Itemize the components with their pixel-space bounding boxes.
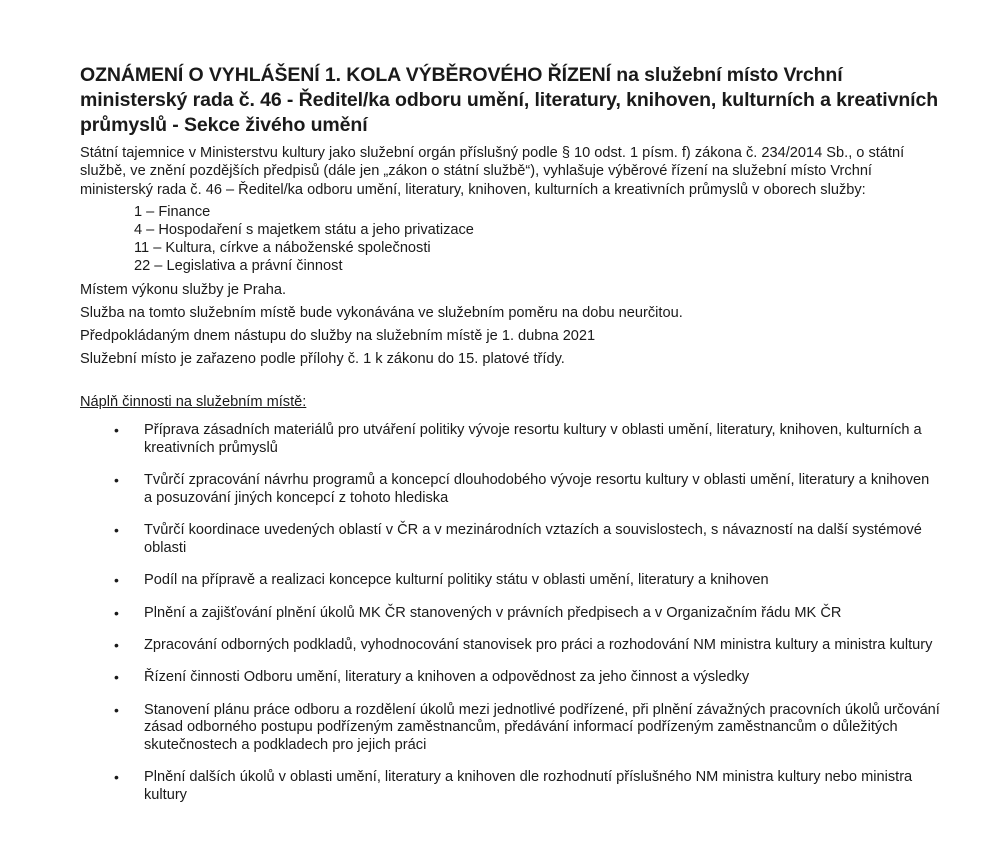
duty-text: Zpracování odborných podkladů, vyhodnocování stanovisek pro práci a rozhodování NM ministra kultury a ministra kultury bbox=[144, 636, 933, 653]
duty-item bbox=[80, 572, 940, 590]
duty-item bbox=[80, 702, 940, 755]
duty-text: Plnění a zajišťování plnění úkolů MK ČR stanovených v právních předpisech a v Organizačním řádu MK ČR bbox=[144, 604, 842, 621]
announcement-title: OZNÁMENÍ O VYHLÁŠENÍ 1. KOLA VÝBĚROVÉHO ŘÍZENÍ na služební místo Vrchní ministerský rada č. 46 - Ředitel/ka odboru umění, literatury, knihoven, kulturních a kreativních průmyslů - Sekce živého umění bbox=[80, 64, 939, 136]
duty-text: Stanovení plánu práce odboru a rozdělení úkolů mezi jednotlivé podřízené, při plnění závažných pracovních úkolů určování zásad odborného postupu podřízeným zaměstnancům, předávání informací podřízeným zaměstnancům o důležitých skutečnostech a podkladech pro jejich práci bbox=[144, 701, 940, 753]
service-fields-list bbox=[80, 203, 940, 275]
bullet-icon: • bbox=[114, 604, 119, 621]
start-date: Předpokládaným dnem nástupu do služby na služebním místě je 1. dubna 2021 bbox=[80, 328, 596, 345]
bullet-icon: • bbox=[114, 769, 119, 786]
duty-item bbox=[80, 522, 940, 557]
duties-heading: Náplň činnosti na služebním místě: bbox=[80, 394, 307, 411]
bullet-icon: • bbox=[114, 701, 119, 718]
duty-text: Tvůrčí koordinace uvedených oblastí v ČR a v mezinárodních vztazích a souvislostech, s návazností na další systémové oblasti bbox=[144, 522, 922, 556]
duties-list bbox=[80, 422, 940, 804]
employment-type: Služba na tomto služebním místě bude vykonávána ve služebním poměru na dobu neurčitou. bbox=[80, 305, 683, 322]
duty-text: Příprava zásadních materiálů pro utváření politiky vývoje resortu kultury v oblasti umění, literatury, knihoven, kulturních a kreativních průmyslů bbox=[144, 422, 922, 456]
duty-item bbox=[80, 637, 940, 655]
bullet-icon: • bbox=[114, 422, 119, 439]
service-field-item: 22 – Legislativa a právní činnost bbox=[134, 258, 343, 275]
service-field-item: 11 – Kultura, církve a náboženské společnosti bbox=[134, 240, 431, 257]
place-of-service: Místem výkonu služby je Praha. bbox=[80, 282, 287, 299]
bullet-icon: • bbox=[114, 522, 119, 539]
duty-item bbox=[80, 422, 940, 457]
service-field-item: 1 – Finance bbox=[134, 204, 211, 221]
bullet-icon: • bbox=[114, 572, 119, 589]
bullet-icon: • bbox=[114, 472, 119, 489]
bullet-icon: • bbox=[114, 669, 119, 686]
duty-item bbox=[80, 472, 940, 507]
service-field-item: 4 – Hospodaření s majetkem státu a jeho privatizace bbox=[134, 222, 474, 239]
duty-text: Podíl na přípravě a realizaci koncepce kulturní politiky státu v oblasti umění, literatury a knihoven bbox=[144, 572, 769, 589]
duty-item bbox=[80, 605, 940, 623]
duty-text: Řízení činnosti Odboru umění, literatury a knihoven a odpovědnost za jeho činnost a výsledky bbox=[144, 669, 750, 686]
duty-item bbox=[80, 769, 940, 804]
duty-item bbox=[80, 669, 940, 687]
duty-text: Tvůrčí zpracování návrhu programů a koncepcí dlouhodobého vývoje resortu kultury v oblasti umění, literatury a knihoven a posuzování jiných koncepcí z tohoto hlediska bbox=[144, 472, 930, 506]
bullet-icon: • bbox=[114, 636, 119, 653]
salary-class: Služební místo je zařazeno podle přílohy č. 1 k zákonu do 15. platové třídy. bbox=[80, 351, 565, 368]
intro-paragraph: Státní tajemnice v Ministerstvu kultury jako služební orgán příslušný podle § 10 odst. 1 písm. f) zákona č. 234/2014 Sb., o státní službě, ve znění pozdějších předpisů (dále jen „zákon o státní službě“), vyhlašuje výběrové řízení na služební místo Vrchní ministerský rada č. 46 – Ředitel/ka odboru umění, literatury, knihoven, kulturních a kreativních průmyslů v oborech služby: bbox=[80, 145, 905, 198]
duty-text: Plnění dalších úkolů v oblasti umění, literatury a knihoven dle rozhodnutí příslušného NM ministra kultury nebo ministra kultury bbox=[144, 769, 913, 803]
